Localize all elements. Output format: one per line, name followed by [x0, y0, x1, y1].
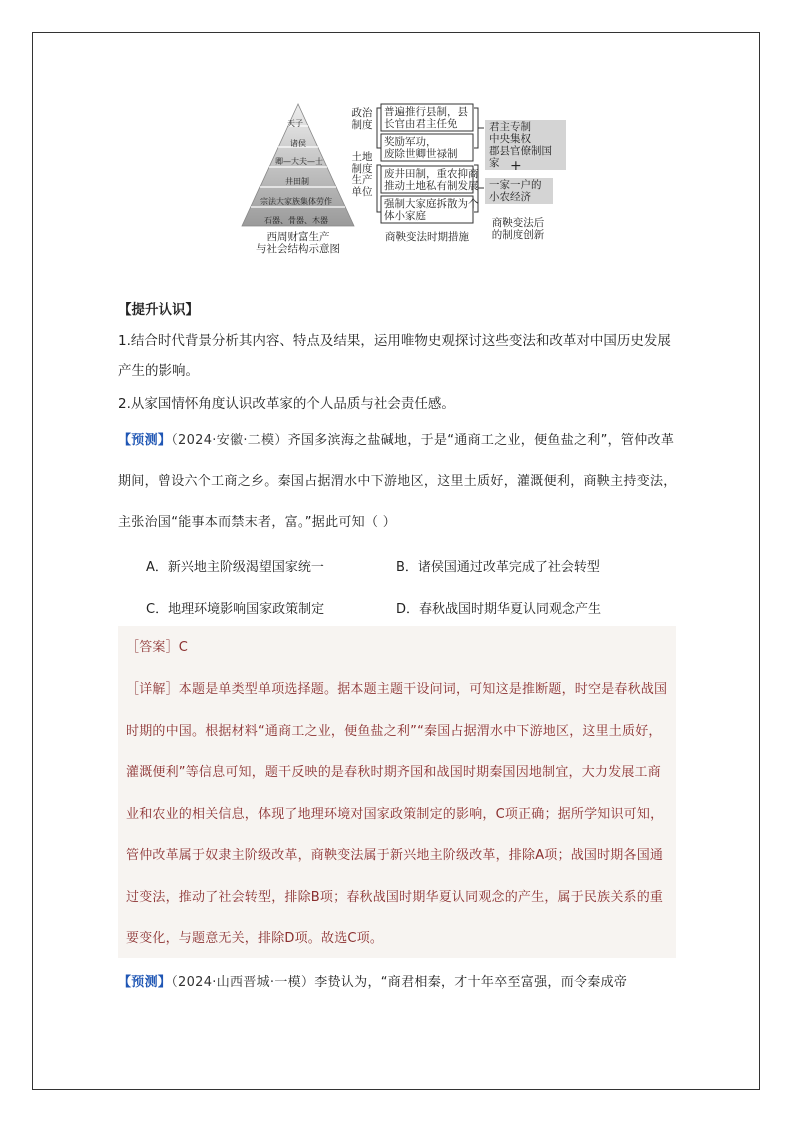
measure-box-3-line-2: 推动土地私有制发展: [384, 180, 479, 192]
question-2-source: （2024·山西晋城·一模）: [171, 975, 315, 990]
pyramid-caption-line-1: 西周财富生产: [266, 231, 330, 243]
brackets: [377, 108, 381, 212]
measure-box-3: [384, 168, 479, 192]
measure-box-4-line-1: 强制大家庭拆散为个: [384, 198, 479, 210]
point-2: 2.从家国情怀角度认识改革家的个人品质与社会责任感。: [118, 396, 455, 412]
result-caption: [482, 217, 554, 241]
figure-wealth-structure: [238, 100, 568, 260]
measure-box-2: [384, 136, 458, 160]
question-2-tag: 【预测】: [118, 975, 172, 990]
bracket-label-land: 土地 制度 生产 单位: [351, 151, 373, 198]
measure-box-3-line-1: 废井田制，重农抑商: [384, 168, 479, 180]
result-bottom-line-2: 小农经济: [489, 191, 531, 203]
result-top-line-1: 君主专制: [489, 121, 531, 133]
question-2-text: 李贽认为，“商君相秦，才十年卒至富强，而令秦成帝: [314, 975, 628, 990]
bracket-label-politics: 政治 制度: [351, 107, 373, 131]
question-1-stem: [118, 420, 678, 543]
measure-box-2-line-1: 奖励军功，: [384, 136, 437, 148]
pyramid-level-3: 卿—大夫—士: [275, 157, 323, 166]
measure-box-1-line-1: 普遍推行县制，县: [384, 106, 468, 118]
pyramid-caption-line-2: 与社会结构示意图: [256, 243, 340, 255]
measure-box-4-line-2: 体小家庭: [384, 210, 426, 222]
option-d: D．春秋战国时期华夏认同观念产生: [396, 602, 602, 617]
result-top-line-2: 中央集权: [489, 133, 531, 145]
measure-box-2-line-2: 废除世卿世禄制: [384, 148, 458, 160]
pyramid-level-4: 井田制: [285, 177, 309, 186]
pyramid-caption: [248, 231, 348, 255]
measure-box-4: [384, 198, 479, 222]
measure-box-1: [384, 106, 468, 130]
pyramid-level-1: 天子: [287, 119, 303, 128]
result-caption-line-2: 的制度创新: [491, 229, 545, 241]
measures-caption: 商鞅变法时期措施: [385, 231, 469, 243]
question-1-source: （2024·安徽·二模）: [171, 433, 288, 448]
answer-box: [118, 626, 676, 958]
plus-sign: +: [510, 158, 522, 174]
option-a: A．新兴地主阶级渴望国家统一: [146, 560, 324, 575]
pyramid-level-2: 诸侯: [290, 139, 306, 148]
result-state-system: [485, 120, 566, 174]
answer-line: ［答案］C: [126, 640, 189, 655]
option-c: C．地理环境影响国家政策制定: [146, 602, 325, 617]
question-1-text: 齐国多滨海之盐碱地，于是“通商工之业，便鱼盐之利”，管仲改革期间，曾设六个工商之乡。秦国占据渭水中下游地区，这里土质好，灌溉便利，商鞅主持变法，主张治国“能事本而禁末者，富。”据此可知（ ）: [118, 433, 677, 530]
answer-analysis: ［详解］本题是单类型单项选择题。据本题主题干设问词，可知这是推断题，时空是春秋战国时期的中国。根据材料“通商工之业，便鱼盐之利”“秦国占据渭水中下游地区，这里土质好，灌溉便利”等信息可知，题干反映的是春秋时期齐国和战国时期秦国因地制宜，大力发展工商业和农业的相关信息，体现了地理环境对国家政策制定的影响，C项正确；据所学知识可知，管仲改革属于奴隶主阶级改革，商鞅变法属于新兴地主阶级改革，排除A项；战国时期各国通过变法，推动了社会转型，排除B项；春秋战国时期华夏认同观念的产生，属于民族关系的重要变化，与题意无关，排除D项。故选C项。: [126, 682, 668, 946]
result-top-line-3: 郡县官僚制国家: [489, 145, 552, 169]
pyramid-level-6: 石器、骨器、木器: [264, 216, 328, 225]
pyramid-level-5: 宗法大家族集体劳作: [260, 197, 332, 206]
result-caption-line-1: 商鞅变法后: [491, 217, 545, 229]
question-2-stem: [118, 962, 678, 1003]
result-bottom-line-1: 一家一户的: [489, 179, 542, 191]
measure-box-1-line-2: 长官由君主任免: [384, 118, 458, 130]
question-1-tag: 【预测】: [118, 433, 172, 448]
connector-lines: [474, 108, 484, 212]
option-b: B．诸侯国通过改革完成了社会转型: [396, 560, 600, 575]
result-small-peasant-economy: [485, 178, 553, 204]
section-title: 【提升认识】: [118, 302, 199, 318]
point-1: 1.结合时代背景分析其内容、特点及结果，运用唯物史观探讨这些变法和改革对中国历史发展产生的影响。: [118, 333, 671, 379]
